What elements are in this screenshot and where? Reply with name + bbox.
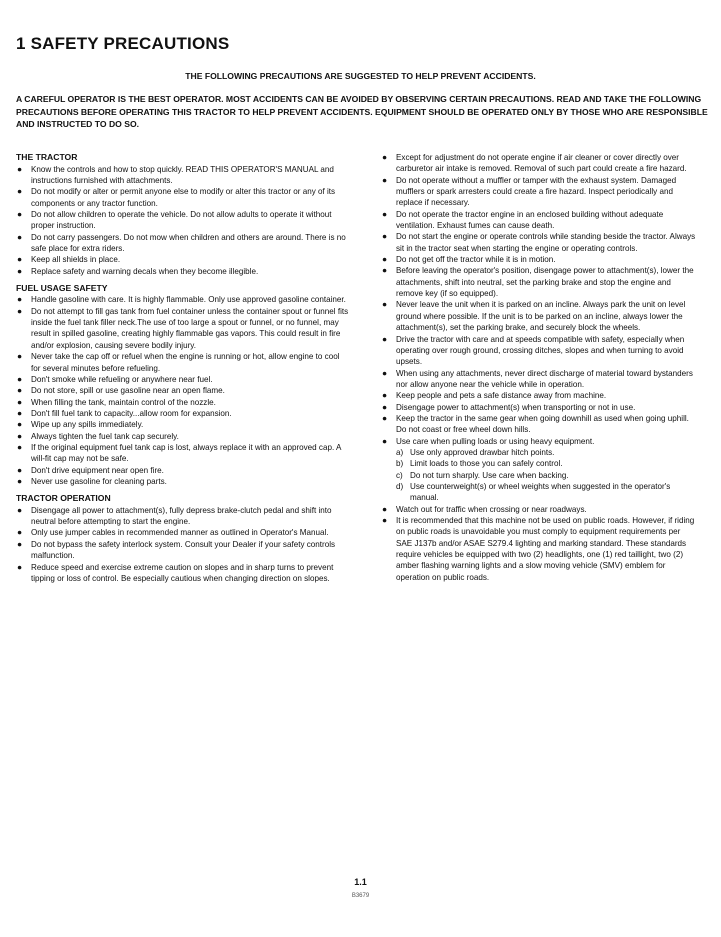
sub-list-item [396, 458, 697, 469]
list-item: ● Never take the cap off or refuel when the engine is running or hot, allow engine to cool for several minutes before refueling. [16, 351, 350, 374]
section-tractor-operation [16, 493, 350, 584]
bullet-list [381, 152, 697, 447]
sub-item-marker: a) [396, 447, 404, 457]
list-item: ● Replace safety and warning decals when they become illegible. [16, 266, 350, 277]
list-item: ● Keep the tractor in the same gear when going downhill as used when going uphill. Do not coast or free wheel down hills. [381, 413, 697, 436]
list-item: ● Don't drive equipment near open fire. [16, 465, 350, 476]
list-item: ● Except for adjustment do not operate engine if air cleaner or cover directly over carburetor air intake is removed. Removal of such part could create a fire hazard. [381, 152, 697, 175]
list-item: ● Do not allow children to operate the vehicle. Do not allow adults to operate it without proper instruction. [16, 209, 350, 232]
sub-list-item [396, 470, 697, 481]
sub-item-text: Use counterweight(s) or wheel weights when suggested in the operator's manual. [410, 481, 671, 503]
right-column [381, 152, 697, 583]
list-item: ● Don't fill fuel tank to capacity...allow room for expansion. [16, 408, 350, 419]
list-item: ● Do not operate without a muffler or tamper with the exhaust system. Damaged mufflers or spark arresters could create a fire hazard. Inspect periodically and replace if necessary. [381, 175, 697, 209]
list-item: ● Do not attempt to fill gas tank from fuel container unless the container spout or funnel fits inside the fuel tank filler neck.The use of too large a spout or funnel, or no funnel, may result in spilled gasoline, creating highly flammable gas vapors. This could result in fire and/or explosion, causing severe bodily injury. [16, 306, 350, 351]
page-number: 1.1 [354, 877, 367, 887]
sub-item-marker: b) [396, 459, 404, 469]
lettered-sub-list [381, 447, 697, 504]
sub-list-item [396, 481, 697, 504]
list-item: ● Always tighten the fuel tank cap securely. [16, 431, 350, 442]
list-item: ● Use care when pulling loads or using heavy equipment. [381, 436, 697, 447]
list-item: ● When filling the tank, maintain control of the nozzle. [16, 397, 350, 408]
list-item: ● Wipe up any spills immediately. [16, 419, 350, 430]
list-item: ● Before leaving the operator's position, disengage power to attachment(s), lower the attachments, shift into neutral, set the parking brake and stop the engine and remove key (if so equipped). [381, 265, 697, 299]
list-item: ● Know the controls and how to stop quickly. READ THIS OPERATOR'S MANUAL and instructions furnished with attachments. [16, 164, 350, 187]
document-code: B3679 [351, 893, 370, 899]
list-item: ● Handle gasoline with care. It is highly flammable. Only use approved gasoline container. [16, 294, 350, 305]
list-item: ● Do not start the engine or operate controls while standing beside the tractor. Always sit in the tractor seat when starting the engine or operating controls. [381, 231, 697, 254]
section-the-tractor [16, 152, 350, 277]
section-heading: THE TRACTOR [16, 152, 78, 162]
list-item: ● It is recommended that this machine not be used on public roads. However, if riding on public roads is unavoidable you must comply to equipment requirements per SAE J137b and/or ASAE S279.4 lighting and marking standard. These standards require vehicles be equipped with two (2) headlights, one (1) red taillight, two (2) amber flashing warning lights and a slow moving vehicle (SMV) emblem for operation on public roads. [381, 515, 697, 583]
left-column [16, 152, 350, 584]
list-item: ● Do not operate the tractor engine in an enclosed building without adequate ventilation. Exhaust fumes can cause death. [381, 209, 697, 232]
list-item: ● Watch out for traffic when crossing or near roadways. [381, 504, 697, 515]
sub-list-item [396, 447, 697, 458]
intro-paragraph: A CAREFUL OPERATOR IS THE BEST OPERATOR. MOST ACCIDENTS CAN BE AVOIDED BY OBSERVING CERTAIN PRECAUTIONS. READ AND TAKE THE FOLLOWING PRECAUTIONS BEFORE OPERATING THIS TRACTOR TO HELP PREVENT ACCIDENTS. EQUIPMENT SHOULD BE OPERATED ONLY BY THOSE WHO ARE RESPONSIBLE AND INSTRUCTED TO DO SO. [16, 94, 708, 130]
list-item: ● Reduce speed and exercise extreme caution on slopes and in sharp turns to prevent tipping or loss of control. Be especially cautious when changing direction on slopes. [16, 562, 350, 585]
list-item: ● If the original equipment fuel tank cap is lost, always replace it with an approved cap. A will-fit cap may not be safe. [16, 442, 350, 465]
sub-item-text: Limit loads to those you can safely control. [410, 459, 563, 469]
list-item: ● Never leave the unit when it is parked on an incline. Always park the unit on level ground where possible. If the unit is to be parked on an incline, always lower the attachment(s), set the parking brake, and securely block the wheels. [381, 299, 697, 333]
list-item: ● Do not store, spill or use gasoline near an open flame. [16, 385, 350, 396]
list-item: ● When using any attachments, never direct discharge of material toward bystanders nor allow anyone near the vehicle while in operation. [381, 368, 697, 391]
page-subtitle: THE FOLLOWING PRECAUTIONS ARE SUGGESTED TO HELP PREVENT ACCIDENTS. [185, 71, 536, 81]
section-heading: FUEL USAGE SAFETY [16, 282, 108, 293]
list-item: ● Don't smoke while refueling or anywhere near fuel. [16, 374, 350, 385]
list-item: ● Disengage power to attachment(s) when transporting or not in use. [381, 402, 697, 413]
list-item: ● Do not carry passengers. Do not mow when children and others are around. There is no safe place for extra riders. [16, 232, 350, 255]
sub-item-text: Do not turn sharply. Use care when backing. [410, 470, 569, 480]
list-item: ● Keep people and pets a safe distance away from machine. [381, 390, 697, 401]
bullet-list [16, 294, 350, 487]
list-item: ● Never use gasoline for cleaning parts. [16, 476, 350, 487]
sub-item-marker: c) [396, 470, 403, 480]
sub-item-marker: d) [396, 481, 404, 491]
list-item: ● Do not bypass the safety interlock system. Consult your Dealer if your safety controls malfunction. [16, 539, 350, 562]
list-item: ● Do not get off the tractor while it is in motion. [381, 254, 697, 265]
list-item: ● Do not modify or alter or permit anyone else to modify or alter this tractor or any of its components or any tractor function. [16, 186, 350, 209]
section-fuel-usage-safety [16, 283, 350, 487]
list-item: ● Keep all shields in place. [16, 254, 350, 265]
list-item: ● Only use jumper cables in recommended manner as outlined in Operator's Manual. [16, 527, 350, 538]
page-title: 1 SAFETY PRECAUTIONS [16, 34, 230, 53]
bullet-list [381, 504, 697, 583]
sub-item-text: Use only approved drawbar hitch points. [410, 447, 555, 457]
bullet-list [16, 505, 350, 584]
list-item: ● Disengage all power to attachment(s), fully depress brake-clutch pedal and shift into neutral before attempting to start the engine. [16, 505, 350, 528]
section-heading: TRACTOR OPERATION [16, 493, 111, 504]
bullet-list [16, 164, 350, 277]
list-item: ● Drive the tractor with care and at speeds compatible with safety, especially when operating over rough ground, crossing ditches, slopes and when turning to avoid upsets. [381, 334, 697, 368]
